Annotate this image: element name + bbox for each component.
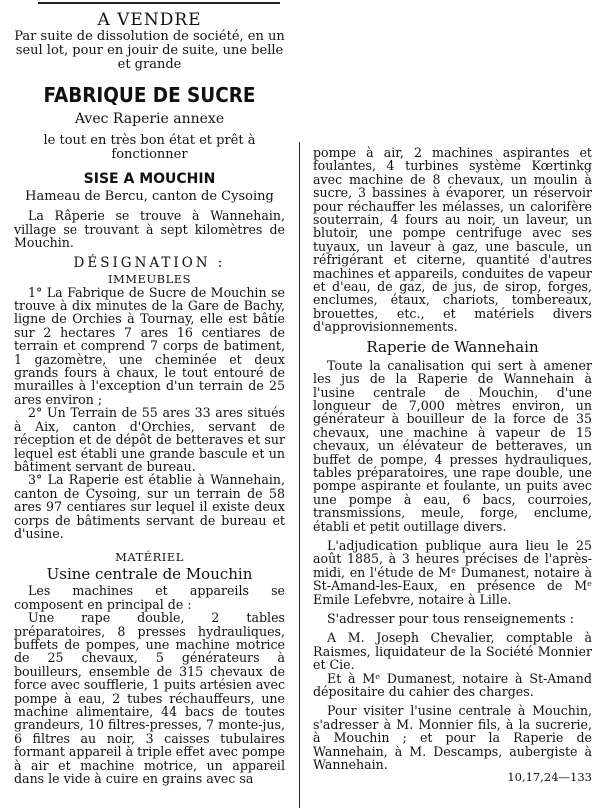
title-fabrique: FABRIQUE DE SUCRE [43, 83, 256, 107]
item-3: 3° La Raperie est établie à Wannehain, canton de Cysoing, sur un terrain de 58 ares 97 centiares sur lequel il existe deux corps de bâtiments servant de bureau et d'usine. [14, 472, 285, 541]
raperie-text: Toute la canalisation qui sert à amener les jus de la Raperie de Wannehain à l'usine centrale de Mouchin, d'une longueur de 7,000 mètres environ, un générateur à bouilleur de la force de 35 chevaux, une machine à vapeur de 15 chevaux, un élévateur de betteraves, un buffet de pompe, 4 presses hydrauliques, tables préparatoires, une rape double, une pompe aspirante et foulante, un puits avec une pompe à eau, 6 bacs, courroies, transmissions, meule, forge, enclume, établi et petit outillage divers. [313, 357, 592, 534]
renseignements-text: S'adresser pour tous renseignements : [327, 611, 574, 626]
raperie-note: La Râperie se trouve à Wannehain, village se trouvant à sept kilomètres de Mouchin. [14, 208, 285, 251]
usine-heading: Usine centrale de Mouchin [46, 565, 253, 584]
designation-heading: DÉSIGNATION : [73, 254, 226, 271]
machines-list: Une rape double, 2 tables préparatoires, 8 presses hydrauliques, buffets de pompes, une machine motrice de 25 chevaux, 5 générateurs à bouilleurs, ensemble de 315 chevaux de force avec soufflerie, 1 puits artésien avec pompe à eau, 2 tubes réchauffeurs, une machine alimentaire, 44 bacs de toutes grandeurs, 10 filtres-presses, 7 monte-jus, 6 filtres au noir, 3 caisses tubulaires formant appareil à triple effet avec pompe à air et machine motrice, un appareil dans le vide à cuire en grains avec sa [14, 610, 285, 787]
machines-continuation: pompe à air, 2 machines aspirantes et foulantes, 4 turbines système Kœrtinkg avec machine de 8 chevaux, un moulin à sucre, 3 bassines à évaporer, un réservoir pour réchauffer les mélasses, un calorifère souterrain, 4 fours au noir, un laveur, un blutoir, une pompe centrifuge avec ses tuyaux, un laveur à gaz, une bascule, un réfrigérant et citerne, quantité d'autres machines et appareils, conduites de vapeur et d'eau, de gaz, de jus, de sirop, forges, enclumes, étaux, chariots, tombereaux, brouettes, etc., et matériels divers d'approvisionnements. [313, 145, 592, 335]
column-divider [299, 142, 300, 808]
contact-chevalier: A M. Joseph Chevalier, comptable à Raismes, liquidateur de la Société Monnier et Cie. [313, 630, 592, 673]
machines-intro: Les machines et appareils se composent en principal de : [14, 583, 285, 612]
reference-number: 10,17,24—133 [507, 770, 592, 785]
materiel-heading: MATÉRIEL [115, 550, 184, 565]
location-heading: SISE A MOUCHIN [83, 171, 216, 187]
left-column [0, 0, 297, 808]
item-2: 2° Un Terrain de 55 ares 33 ares situés à Aix, canton d'Orchies, servant de réception et de dépôt de betteraves et sur lequel est établi une grande bascule et un bâtiment servant de bureau. [14, 405, 285, 474]
hamlet-text: Hameau de Bercu, canton de Cysoing [25, 189, 274, 204]
subtitle-raperie: Avec Raperie annexe [74, 111, 225, 127]
visit-text: Pour visiter l'usine centrale à Mouchin, s'adresser à M. Monnier fils, à la sucrerie, à Mouchin ; et pour la Raperie de Wannehain, à M. Descamps, aubergiste à Wannehain. [313, 703, 592, 773]
adjudication-text: L'adjudication publique aura lieu le 25 août 1885, à 3 heures précises de l'après-midi, en l'étude de Mᵉ Dumanest, notaire à St-Amand-les-Eaux, en présence de Mᵉ Emile Lefebvre, notaire à Lille. [313, 537, 592, 607]
intro-text: Par suite de dissolution de société, en un seul lot, pour en jouir de suite, une belle et grande [14, 29, 285, 72]
item-1: 1° La Fabrique de Sucre de Mouchin se trouve à dix minutes de la Gare de Bachy, ligne de Orchies à Tournay, elle est bâtie sur 2 hectares 7 ares 16 centiares de terrain et comprend 7 corps de batiment, 1 gazomètre, une cheminée et deux grands fours à chaux, le tout entouré de murailles à l'exception d'un terrain de 25 ares environ ; [14, 284, 285, 407]
state-text: le tout en très bon état et prêt à fonctionner [43, 133, 256, 162]
right-column [303, 0, 600, 808]
contact-dumanest: Et à Mᵉ Dumanest, notaire à St-Amand dépositaire du cahier des charges. [313, 670, 592, 700]
heading-a-vendre: A VENDRE [97, 10, 202, 30]
raperie-heading: Raperie de Wannehain [366, 337, 539, 356]
immeubles-heading: IMMEUBLES [107, 271, 192, 286]
